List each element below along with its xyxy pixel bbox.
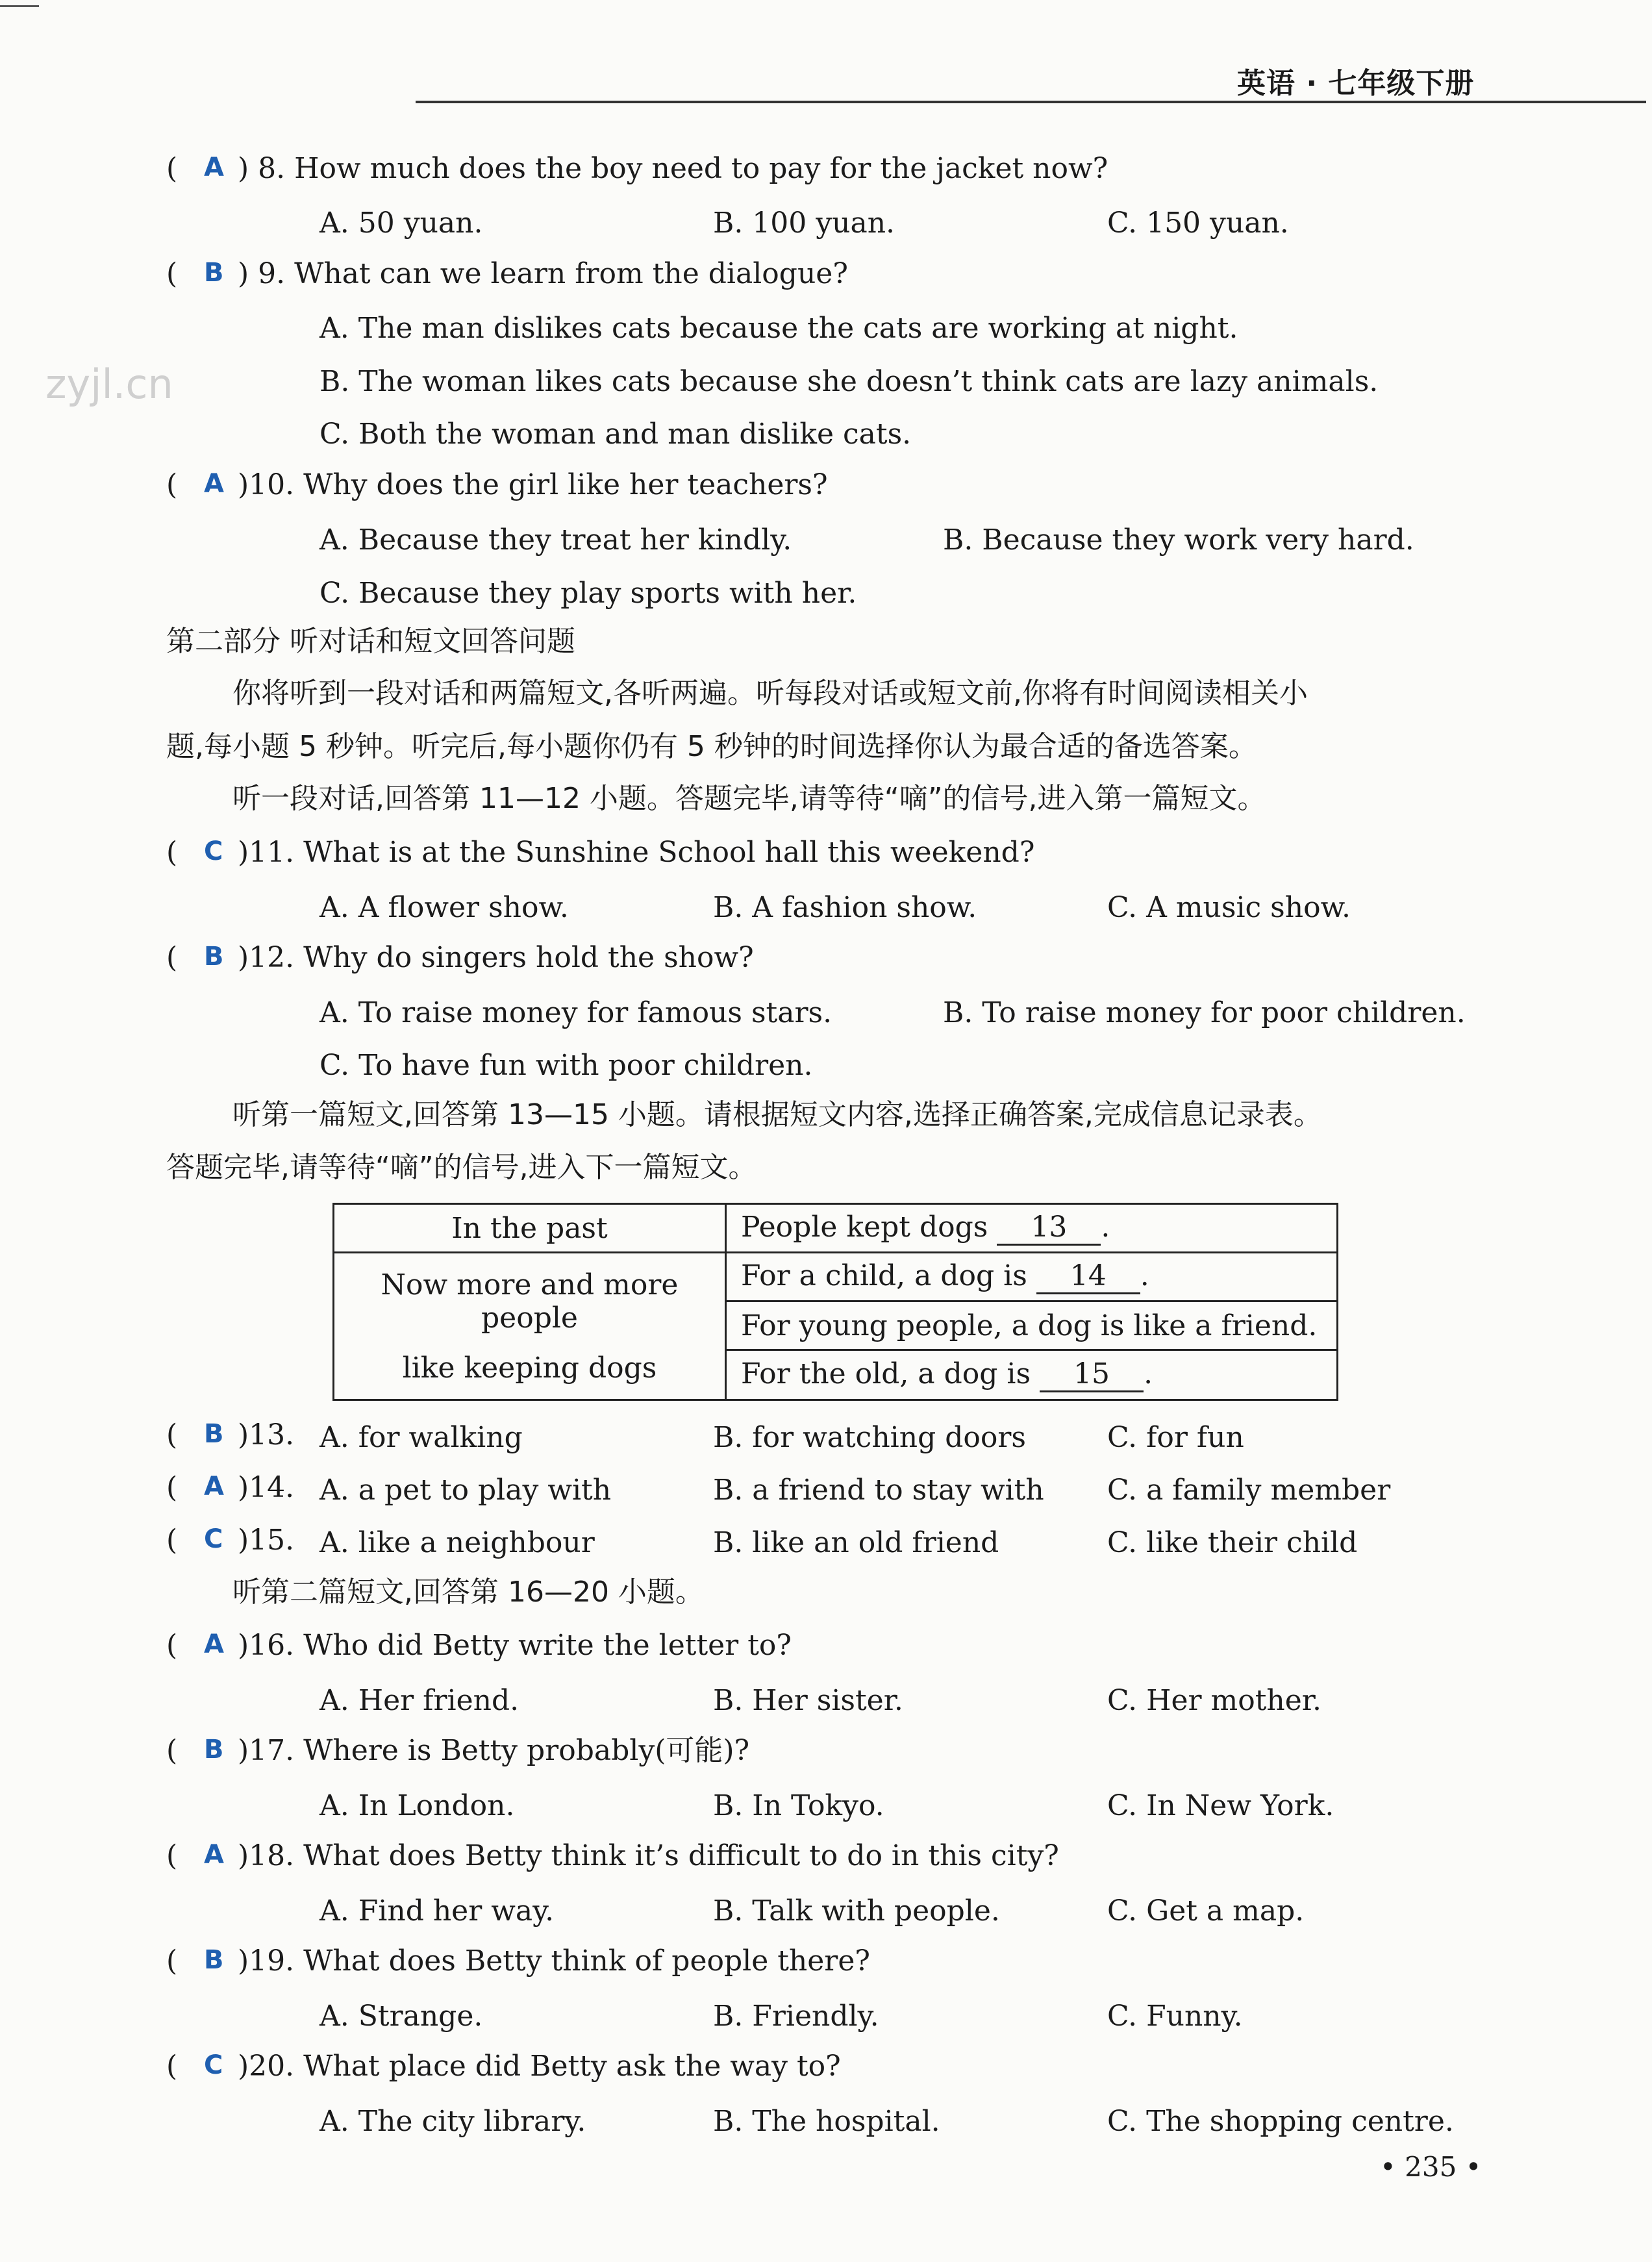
question-15: ( C )15. (166, 1524, 295, 1557)
option-12b: B. To raise money for poor children. (943, 996, 1466, 1029)
option-19b: B. Friendly. (713, 2000, 879, 2033)
option-19c: C. Funny. (1107, 2000, 1243, 2033)
option-17a: A. In London. (319, 1789, 515, 1822)
watermark: zyjl.cn (45, 360, 173, 408)
option-16a: A. Her friend. (319, 1684, 519, 1717)
option-15b: B. like an old friend (713, 1526, 999, 1559)
table-cell-now: Now more and more people like keeping dogs (334, 1253, 726, 1400)
option-17b: B. In Tokyo. (713, 1789, 884, 1822)
option-13a: A. for walking (319, 1421, 523, 1454)
question-19: ( B )19. What does Betty think of people there? (166, 1944, 870, 1978)
answer-9: B (204, 258, 224, 288)
page-number: • 235 • (1380, 2151, 1482, 2183)
question-17: ( B )17. Where is Betty probably(可能)? (166, 1734, 750, 1767)
question-12: ( B )12. Why do singers hold the show? (166, 941, 754, 974)
answer-19: B (204, 1945, 224, 1975)
passage1-instructions-1: 听第一篇短文,回答第 13—15 小题。请根据短文内容,选择正确答案,完成信息记录表。 (232, 1098, 1322, 1131)
answer-18: A (204, 1840, 224, 1870)
option-9c: C. Both the woman and man dislike cats. (319, 418, 912, 451)
answer-13: B (204, 1419, 224, 1449)
answer-blank-14: 14 (1036, 1259, 1140, 1294)
answer-16: A (204, 1629, 224, 1659)
info-record-table (332, 1203, 1338, 1401)
question-8: ( A ) 8. How much does the boy need to pay for the jacket now? (166, 152, 1108, 185)
option-20b: B. The hospital. (713, 2105, 940, 2138)
option-12c: C. To have fun with poor children. (319, 1049, 813, 1082)
question-10: ( A )10. Why does the girl like her teachers? (166, 468, 828, 501)
answer-blank-15: 15 (1040, 1357, 1144, 1392)
answer-17: B (204, 1735, 224, 1765)
option-18c: C. Get a map. (1107, 1894, 1305, 1928)
option-8b: B. 100 yuan. (713, 207, 895, 240)
answer-12: B (204, 942, 224, 972)
dialogue-instructions: 听一段对话,回答第 11—12 小题。答题完毕,请等待“嘀”的信号,进入第一篇短文。 (232, 782, 1266, 815)
table-cell-row4: For the old, a dog is 15 . (726, 1350, 1338, 1400)
option-20a: A. The city library. (319, 2105, 586, 2138)
question-text: )10. Why does the girl like her teachers? (238, 468, 828, 501)
answer-15: C (204, 1524, 223, 1554)
option-16b: B. Her sister. (713, 1684, 903, 1717)
option-14a: A. a pet to play with (319, 1474, 612, 1507)
table-cell-row1: People kept dogs 13 . (726, 1204, 1338, 1253)
option-9b: B. The woman likes cats because she doesn’t think cats are lazy animals. (319, 365, 1379, 398)
option-19a: A. Strange. (319, 2000, 483, 2033)
option-10a: A. Because they treat her kindly. (319, 523, 792, 557)
table-cell-past: In the past (334, 1204, 726, 1253)
option-17c: C. In New York. (1107, 1789, 1334, 1822)
instructions-line-2: 题,每小题 5 秒钟。听完后,每小题你仍有 5 秒钟的时间选择你认为最合适的备选答案。 (166, 730, 1257, 763)
passage1-instructions-2: 答题完毕,请等待“嘀”的信号,进入下一篇短文。 (166, 1151, 757, 1184)
option-10b: B. Because they work very hard. (943, 523, 1414, 557)
question-14: ( A )14. (166, 1471, 295, 1504)
option-20c: C. The shopping centre. (1107, 2105, 1454, 2138)
option-18b: B. Talk with people. (713, 1894, 1000, 1928)
passage2-instructions: 听第二篇短文,回答第 16—20 小题。 (232, 1576, 704, 1609)
table-cell-row3: For young people, a dog is like a friend. (726, 1301, 1338, 1350)
question-9: ( B ) 9. What can we learn from the dialogue? (166, 257, 848, 290)
option-12a: A. To raise money for famous stars. (319, 996, 832, 1029)
option-9a: A. The man dislikes cats because the cats are working at night. (319, 312, 1238, 345)
option-14b: B. a friend to stay with (713, 1474, 1044, 1507)
option-16c: C. Her mother. (1107, 1684, 1321, 1717)
question-13: ( B )13. (166, 1418, 295, 1451)
option-8a: A. 50 yuan. (319, 207, 483, 240)
answer-14: A (204, 1472, 224, 1502)
question-text: )12. Why do singers hold the show? (238, 941, 754, 974)
answer-8: A (204, 153, 224, 182)
answer-20: C (204, 2050, 223, 2080)
option-13c: C. for fun (1107, 1421, 1244, 1454)
option-13b: B. for watching doors (713, 1421, 1026, 1454)
question-11: ( C )11. What is at the Sunshine School hall this weekend? (166, 836, 1035, 869)
option-11b: B. A fashion show. (713, 891, 977, 924)
option-15a: A. like a neighbour (319, 1526, 595, 1559)
question-text: )11. What is at the Sunshine School hall this weekend? (238, 836, 1035, 869)
answer-11: C (204, 836, 223, 866)
table-cell-row2: For a child, a dog is 14 . (726, 1253, 1338, 1301)
question-16: ( A )16. Who did Betty write the letter to? (166, 1629, 792, 1662)
answer-10: A (204, 469, 224, 499)
option-11a: A. A flower show. (319, 891, 569, 924)
option-14c: C. a family member (1107, 1474, 1391, 1507)
question-18: ( A )18. What does Betty think it’s difficult to do in this city? (166, 1839, 1059, 1872)
question-20: ( C )20. What place did Betty ask the way to? (166, 2050, 841, 2083)
question-text: ) 9. What can we learn from the dialogue? (238, 257, 848, 290)
option-18a: A. Find her way. (319, 1894, 555, 1928)
option-15c: C. like their child (1107, 1526, 1358, 1559)
instructions-line-1: 你将听到一段对话和两篇短文,各听两遍。听每段对话或短文前,你将有时间阅读相关小 (232, 677, 1308, 710)
page-header-title: 英语 · 七年级下册 (1237, 67, 1475, 100)
corner-mark (0, 5, 39, 7)
section-title: 第二部分 听对话和短文回答问题 (166, 625, 575, 658)
option-11c: C. A music show. (1107, 891, 1351, 924)
option-10c: C. Because they play sports with her. (319, 577, 857, 610)
question-text: ) 8. How much does the boy need to pay for the jacket now? (238, 152, 1108, 185)
answer-blank-13: 13 (997, 1211, 1101, 1246)
header-rule (416, 101, 1646, 103)
option-8c: C. 150 yuan. (1107, 207, 1289, 240)
